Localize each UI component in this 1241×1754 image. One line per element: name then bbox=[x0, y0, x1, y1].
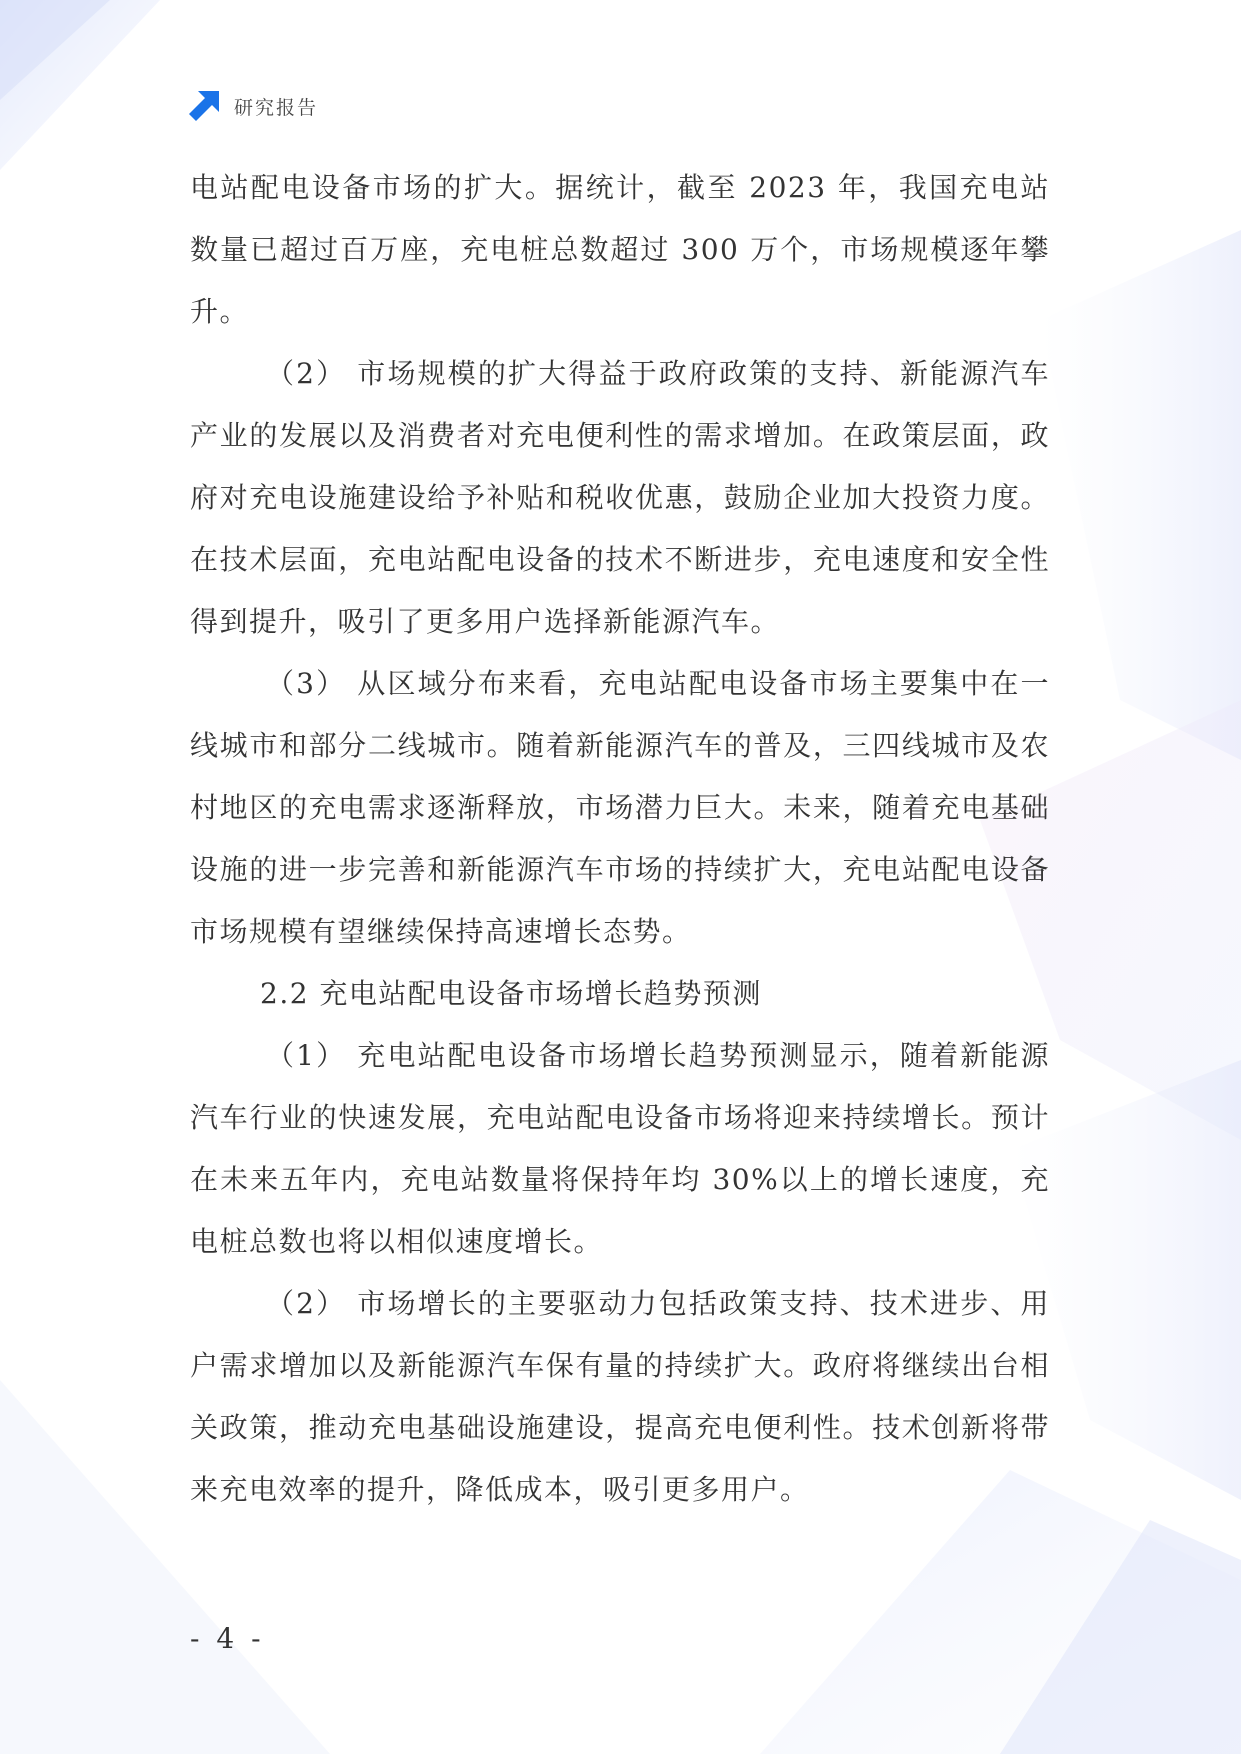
page-number: - 4 - bbox=[190, 1622, 265, 1655]
header-title: 研究报告 bbox=[234, 96, 319, 119]
arrow-up-right-icon bbox=[186, 88, 222, 124]
document-body bbox=[190, 157, 1050, 1521]
page-header bbox=[186, 88, 318, 124]
paragraph: （3） 从区域分布来看，充电站配电设备市场主要集中在一线城市和部分二线城市。随着新能源汽车的普及，三四线城市及农村地区的充电需求逐渐释放，市场潜力巨大。未来，随着充电基础设施的进一步完善和新能源汽车市场的持续扩大，充电站配电设备市场规模有望继续保持高速增长态势。 bbox=[190, 667, 1050, 948]
section-heading: 2.2 充电站配电设备市场增长趋势预测 bbox=[260, 977, 762, 1010]
paragraph: （2） 市场增长的主要驱动力包括政策支持、技术进步、用户需求增加以及新能源汽车保有量的持续扩大。政府将继续出台相关政策，推动充电基础设施建设，提高充电便利性。技术创新将带来充电效率的提升，降低成本，吸引更多用户。 bbox=[190, 1287, 1050, 1506]
paragraph: （1） 充电站配电设备市场增长趋势预测显示，随着新能源汽车行业的快速发展，充电站配电设备市场将迎来持续增长。预计在未来五年内，充电站数量将保持年均 30%以上的增长速度，充电桩总数也将以相似速度增长。 bbox=[190, 1039, 1050, 1258]
paragraph-continued: 电站配电设备市场的扩大。据统计，截至 2023 年，我国充电站数量已超过百万座，充电桩总数超过 300 万个，市场规模逐年攀升。 bbox=[190, 171, 1050, 328]
paragraph: （2） 市场规模的扩大得益于政府政策的支持、新能源汽车产业的发展以及消费者对充电便利性的需求增加。在政策层面，政府对充电设施建设给予补贴和税收优惠，鼓励企业加大投资力度。在技术层面，充电站配电设备的技术不断进步，充电速度和安全性得到提升，吸引了更多用户选择新能源汽车。 bbox=[190, 357, 1050, 638]
